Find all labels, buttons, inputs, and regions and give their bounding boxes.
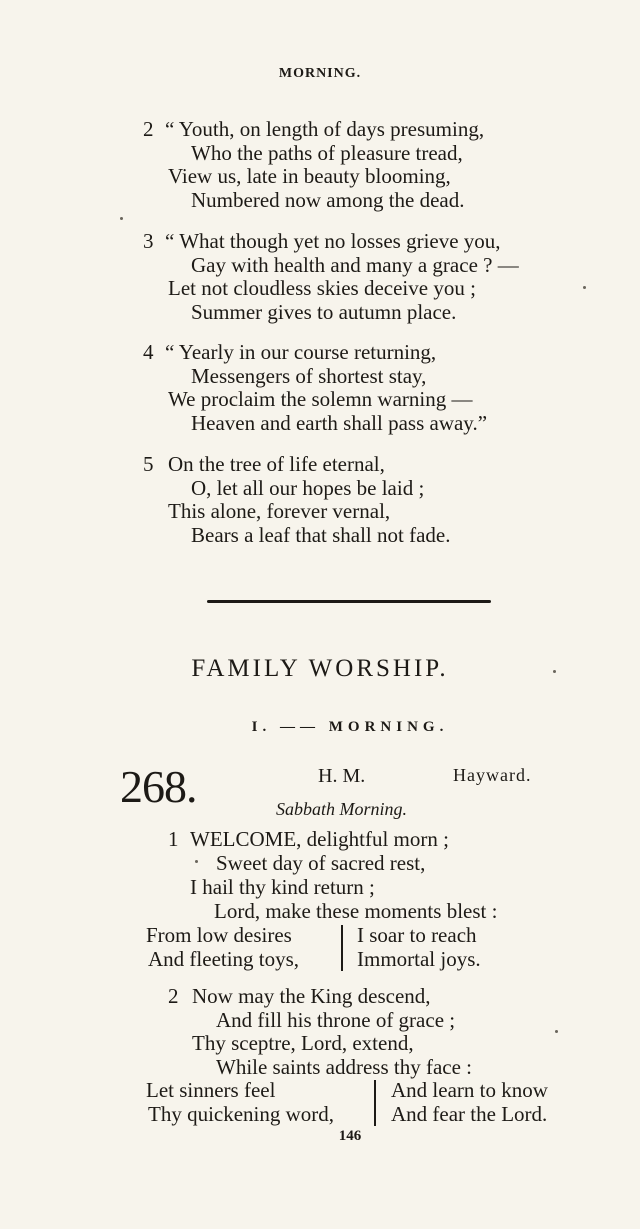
verse-number: 3 xyxy=(143,229,154,253)
verse-number: 2 xyxy=(143,117,154,141)
subsection-title: I. —— MORNING. xyxy=(251,719,449,735)
couplet-left-line: From low desires xyxy=(146,923,292,947)
print-speck xyxy=(583,286,586,289)
verse-number: 2 xyxy=(168,984,179,1008)
verse-line: I hail thy kind return ; xyxy=(190,875,375,899)
verse-line: We proclaim the solemn warning — xyxy=(168,387,473,411)
couplet-right-line: Immortal joys. xyxy=(357,947,481,971)
verse-number: 1 xyxy=(168,827,179,851)
verse-line: Gay with health and many a grace ? — xyxy=(191,253,519,277)
verse-line: “ Youth, on length of days presuming, xyxy=(165,117,485,141)
verse-line: WELCOME, delightful morn ; xyxy=(190,827,449,851)
print-speck xyxy=(555,1030,558,1033)
verse-line: Messengers of shortest stay, xyxy=(191,364,427,388)
verse-line: Summer gives to autumn place. xyxy=(191,300,457,324)
section-title: FAMILY WORSHIP. xyxy=(191,655,449,682)
couplet-right-line: And learn to know xyxy=(391,1078,548,1102)
verse-number: 4 xyxy=(143,340,154,364)
hymn-occasion: Sabbath Morning. xyxy=(276,799,408,819)
couplet-left-line: And fleeting toys, xyxy=(148,947,300,971)
couplet-bar xyxy=(341,925,343,971)
hymn-number: 268. xyxy=(120,761,197,812)
verse-line: While saints address thy face : xyxy=(216,1055,472,1079)
verse-line: On the tree of life eternal, xyxy=(168,452,385,476)
verse-line: Numbered now among the dead. xyxy=(191,188,465,212)
verse-line: This alone, forever vernal, xyxy=(168,499,391,523)
verse-line: And fill his throne of grace ; xyxy=(216,1008,456,1032)
verse-line: Sweet day of sacred rest, xyxy=(216,851,426,875)
verse-line: Who the paths of pleasure tread, xyxy=(191,141,463,165)
section-divider xyxy=(207,600,491,603)
page-number: 146 xyxy=(338,1128,362,1144)
verse-line: “ What though yet no losses grieve you, xyxy=(165,229,501,253)
verse-line: Thy sceptre, Lord, extend, xyxy=(192,1031,414,1055)
couplet-bar xyxy=(374,1080,376,1126)
hymn-meter: H. M. xyxy=(318,765,366,787)
print-speck xyxy=(553,670,556,673)
running-head: MORNING. xyxy=(278,66,362,81)
verse-line: View us, late in beauty blooming, xyxy=(168,164,451,188)
print-speck xyxy=(195,860,198,863)
hymn-composer: Hayward. xyxy=(453,765,532,785)
verse-line: Heaven and earth shall pass away.” xyxy=(191,411,488,435)
couplet-right-line: I soar to reach xyxy=(357,923,477,947)
print-speck xyxy=(120,217,123,220)
verse-line: Bears a leaf that shall not fade. xyxy=(191,523,451,547)
verse-line: O, let all our hopes be laid ; xyxy=(191,476,425,500)
couplet-right-line: And fear the Lord. xyxy=(391,1102,548,1126)
verse-line: Now may the King descend, xyxy=(192,984,431,1008)
verse-line: Lord, make these moments blest : xyxy=(214,899,498,923)
verse-number: 5 xyxy=(143,452,154,476)
verse-line: Let not cloudless skies deceive you ; xyxy=(168,276,476,300)
verse-line: “ Yearly in our course returning, xyxy=(165,340,437,364)
couplet-left-line: Thy quickening word, xyxy=(148,1102,335,1126)
couplet-left-line: Let sinners feel xyxy=(146,1078,276,1102)
